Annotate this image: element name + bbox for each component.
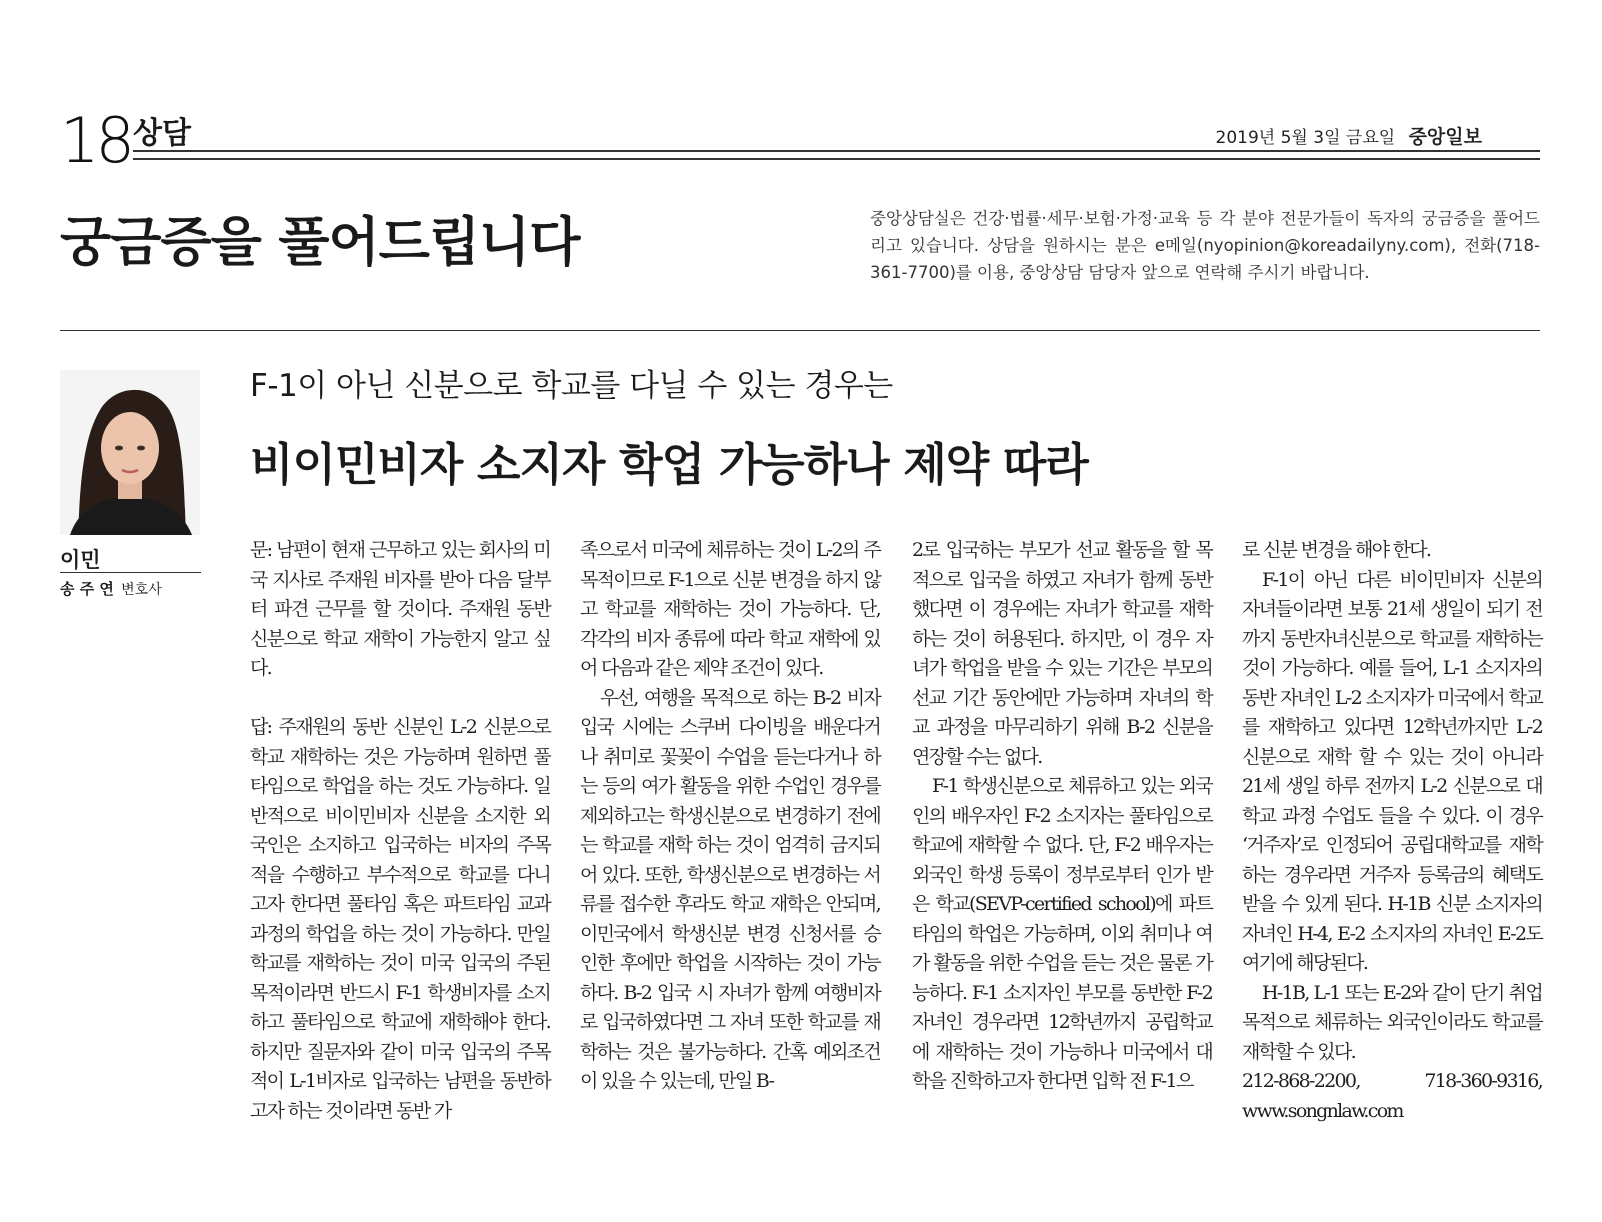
question-paragraph: 문: 남편이 현재 근무하고 있는 회사의 미국 지사로 주재원 비자를 받아 다음 달부터 파견 근무를 할 것이다. 주재원 동반 신분으로 학교 재학이 가능한지 알고 싶다. xyxy=(250,539,550,679)
article-headline: 비이민비자 소지자 학업 가능하나 제약 따라 xyxy=(250,438,1088,491)
header-double-rule xyxy=(133,150,1540,160)
body-paragraph: H-1B, L-1 또는 E-2와 같이 단기 취업 목적으로 체류하는 외국인이라도 학교를 재학할 수 있다. xyxy=(1242,981,1542,1063)
author-byline xyxy=(60,578,162,599)
author-role: 변호사 xyxy=(121,582,162,598)
section-title: 상담 xyxy=(133,116,191,151)
article-column-3 xyxy=(912,536,1212,1097)
publication-dateline xyxy=(1216,122,1482,149)
article-column-4 xyxy=(1242,536,1542,1126)
body-paragraph: F-1 학생신분으로 체류하고 있는 외국인의 배우자인 F-2 소지자는 풀타임으로 학교에 재학할 수 없다. 단, F-2 배우자는 외국인 학생 등록이 정부로부터 인가 받은 학교(SEVP-certified school)에 파트타임의 학업은 가능하며, 이외 취미나 여가 활동을 위한 수업을 듣는 것은 물론 가능하다. F-1 소지자인 부모를 동반한 F-2 자녀인 경우라면 12학년까지 공립학교에 재학하는 것이 가능하나 미국에서 대학을 진학하고자 한다면 입학 전 F-1으 xyxy=(912,775,1212,1092)
banner-title: 궁금증을 풀어드립니다 xyxy=(60,212,580,273)
banner-description: 중앙상담실은 건강·법률·세무·보험·가정·교육 등 각 분야 전문가들이 독자의 궁금증을 풀어드리고 있습니다. 상담을 원하시는 분은 e메일(nyopinion@koreadailyny.com), 전화(718-361-7700)를 이용, 중앙상담 담당자 앞으로 연락해 주시기 바랍니다. xyxy=(870,209,1540,282)
author-portrait-illustration xyxy=(60,370,200,535)
article-column-1 xyxy=(250,536,550,1126)
contact-info: 212-868-2200, 718-360-9316, www.songnlaw.com xyxy=(1242,1070,1542,1122)
author-name: 송 주 연 xyxy=(60,580,114,598)
article-column-2 xyxy=(580,536,880,1097)
section-divider xyxy=(60,330,1540,331)
page-number: 18 xyxy=(60,104,131,177)
column-category: 이민 xyxy=(60,548,101,572)
article-kicker: F-1이 아닌 신분으로 학교를 다닐 수 있는 경우는 xyxy=(250,368,893,404)
answer-paragraph: 답: 주재원의 동반 신분인 L-2 신분으로 학교 재학하는 것은 가능하며 원하면 풀타임으로 학업을 하는 것도 가능하다. 일반적으로 비이민비자 신분을 소지한 외국인은 소지하고 입국하는 비자의 주목적을 수행하고 부수적으로 학교를 다니고자 한다면 풀타임 혹은 파트타임 교과과정의 학업을 하는 것이 가능하다. 만일 학교를 재학하는 것이 미국 입국의 주된 목적이라면 반드시 F-1 학생비자를 소지하고 풀타임으로 학교에 재학해야 한다. 하지만 질문자와 같이 미국 입국의 주목적이 L-1비자로 입국하는 남편을 동반하고자 하는 것이라면 동반 가 xyxy=(250,716,550,1122)
author-rule xyxy=(60,572,201,573)
body-paragraph: F-1이 아닌 다른 비이민비자 신분의 자녀들이라면 보통 21세 생일이 되기 전까지 동반자녀신분으로 학교를 재학하는 것이 가능하다. 예를 들어, L-1 소지자의 동반 자녀인 L-2 소지자가 미국에서 학교를 재학하고 있다면 12학년까지만 L-2 신분으로 재학 할 수 있는 것이 아니라 21세 생일 하루 전까지 L-2 신분으로 대학교 과정 수업도 들을 수 있다. 이 경우 ‘거주자’로 인정되어 공립대학교를 재학하는 경우라면 거주자 등록금의 혜택도 받을 수 있게 된다. H-1B 신분 소지자의 자녀인 H-4, E-2 소지자의 자녀인 E-2도 여기에 해당된다. xyxy=(1242,568,1542,974)
body-paragraph: 로 신분 변경을 해야 한다. xyxy=(1242,539,1431,561)
body-paragraph: 우선, 여행을 목적으로 하는 B-2 비자 입국 시에는 스쿠버 다이빙을 배운다거나 취미로 꽃꽂이 수업을 듣는다거나 하는 등의 여가 활동을 위한 수업인 경우를 제외하고는 학생신분으로 변경하기 전에는 학교를 재학 하는 것이 엄격히 금지되어 있다. 또한, 학생신분으로 변경하는 서류를 접수한 후라도 학교 재학은 안되며, 이민국에서 학생신분 변경 신청서를 승인한 후에만 학업을 시작하는 것이 가능하다. B-2 입국 시 자녀가 함께 여행비자로 입국하였다면 그 자녀 또한 학교를 재학하는 것은 불가능하다. 간혹 예외조건이 있을 수 있는데, 만일 B- xyxy=(580,686,880,1092)
body-paragraph: 족으로서 미국에 체류하는 것이 L-2의 주목적이므로 F-1으로 신분 변경을 하지 않고 학교를 재학하는 것이 가능하다. 단, 각각의 비자 종류에 따라 학교 재학에 있어 다음과 같은 제약 조건이 있다. xyxy=(580,539,880,679)
issue-date: 2019년 5월 3일 금요일 xyxy=(1215,128,1396,148)
publication-logo: 중앙일보 xyxy=(1408,126,1482,148)
author-photo xyxy=(60,370,200,535)
body-paragraph: 2로 입국하는 부모가 선교 활동을 할 목적으로 입국을 하였고 자녀가 함께 동반했다면 이 경우에는 자녀가 학교를 재학하는 것이 허용된다. 하지만, 이 경우 자녀가 학업을 받을 수 있는 기간은 부모의 선교 기간 동안에만 가능하며 자녀의 학교 과정을 마무리하기 위해 B-2 신분을 연장할 수는 없다. xyxy=(912,539,1212,768)
